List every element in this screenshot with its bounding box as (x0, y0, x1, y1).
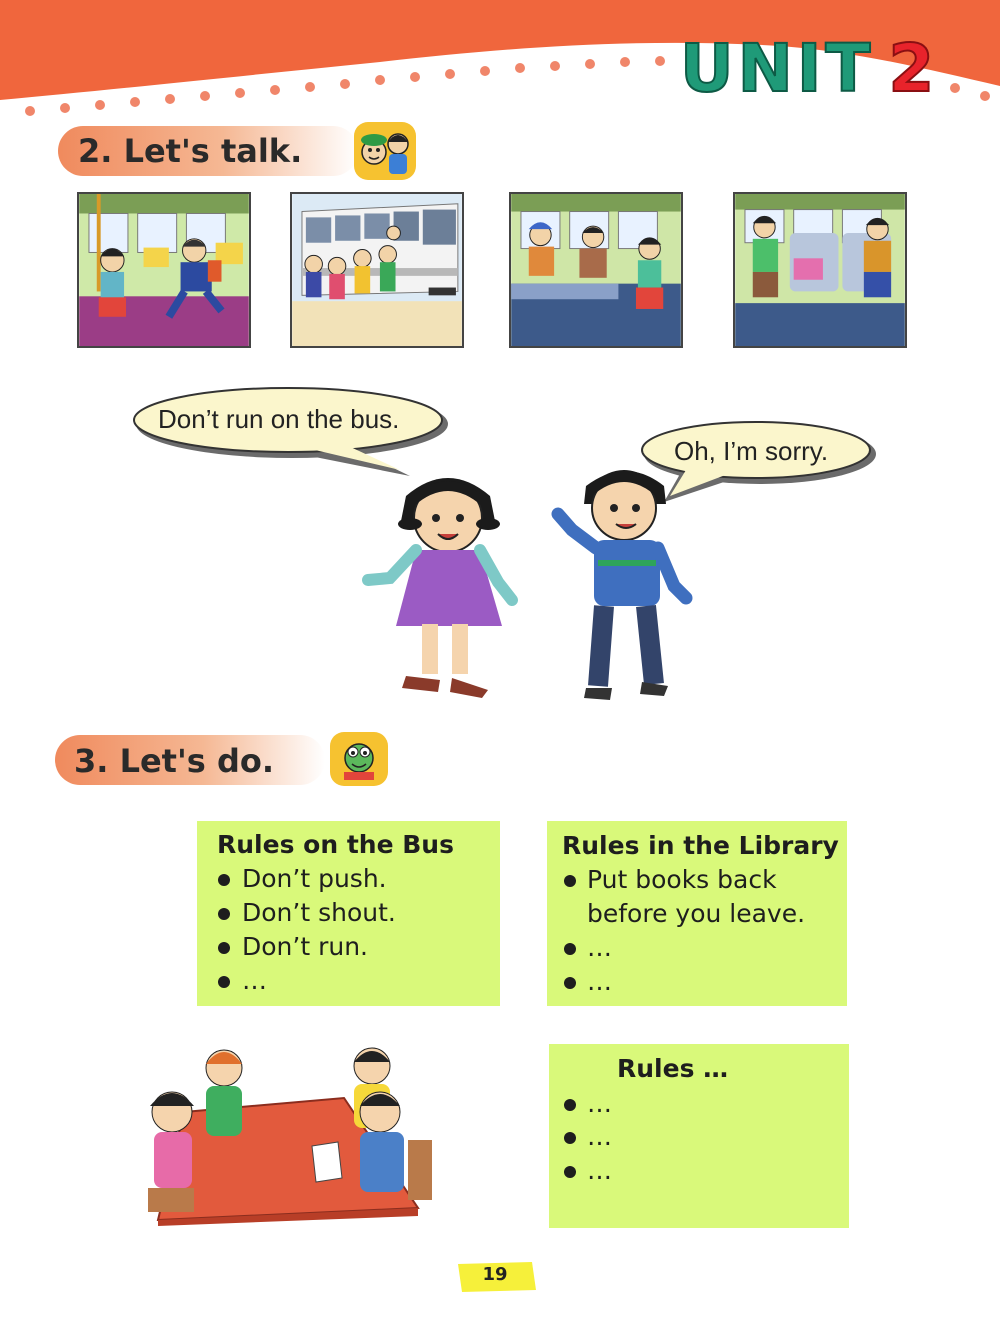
story-panel-1 (77, 192, 251, 348)
talk-mascot-icon (352, 120, 418, 182)
rules-bus-item: … (242, 966, 267, 995)
rules-library-item: … (587, 967, 612, 996)
rules-bus-bullet (218, 942, 230, 954)
rules-library-item-continued: before you leave. (587, 899, 806, 928)
rules-library-bullet (564, 977, 576, 989)
rules-bus-item: Don’t push. (242, 864, 387, 893)
girl-character (356, 466, 526, 706)
rules-bus-bullet (218, 908, 230, 920)
girl-dialog-text: Don’t run on the bus. (158, 404, 400, 434)
rules-bus-item: Don’t shout. (242, 898, 396, 927)
rules-blank-bullet (564, 1132, 576, 1144)
story-panel-3 (509, 192, 683, 348)
page-number: 19 (482, 1264, 508, 1285)
boy-character (546, 456, 702, 706)
rules-blank-item: … (587, 1156, 612, 1185)
rules-bus-title: Rules on the Bus (217, 830, 454, 859)
rules-blank-bullet (564, 1166, 576, 1178)
rules-bus-item: Don’t run. (242, 932, 369, 961)
rules-library-item: … (587, 933, 612, 962)
rules-library-title: Rules in the Library (562, 831, 839, 860)
rules-library-bullet (564, 875, 576, 887)
unit-number: 2 (888, 30, 939, 107)
do-mascot-icon (328, 730, 390, 788)
talk-section-title: 2. Let's talk. (78, 132, 303, 170)
unit-word: UNIT (680, 30, 875, 107)
boy-dialog-text: Oh, I’m sorry. (674, 436, 829, 466)
rules-blank-item: … (587, 1122, 612, 1151)
story-panel-2 (290, 192, 464, 348)
do-section-title: 3. Let's do. (74, 742, 274, 780)
rules-library-item: Put books back (587, 865, 777, 894)
rules-bus-bullet (218, 976, 230, 988)
rules-blank-bullet (564, 1099, 576, 1111)
children-at-table-illustration (128, 1040, 440, 1226)
rules-library-bullet (564, 943, 576, 955)
story-panel-4 (733, 192, 907, 348)
rules-blank-title: Rules … (617, 1054, 729, 1083)
rules-bus-bullet (218, 874, 230, 886)
unit-title (680, 30, 938, 107)
rules-blank-item: … (587, 1089, 612, 1118)
